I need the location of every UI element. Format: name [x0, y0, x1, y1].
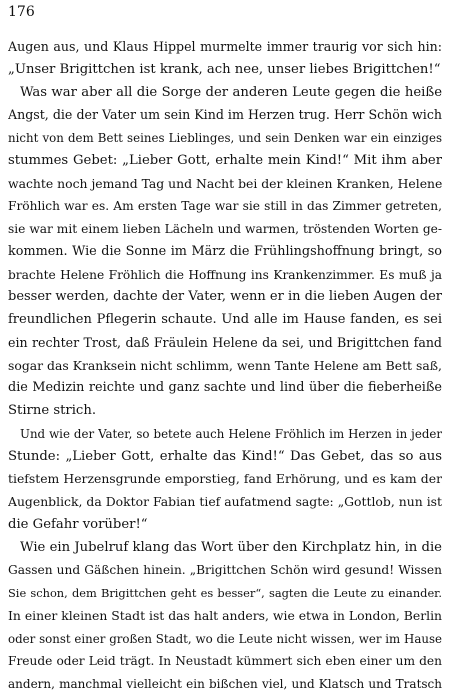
page-number: 176: [8, 4, 35, 20]
text-line: Was war aber all die Sorge der anderen Leute gegen die heiße: [20, 84, 442, 100]
text-line: Stunde: „Lieber Gott, erhalte das Kind!“ Das Gebet, das so aus: [8, 448, 442, 464]
text-line: die Medizin reichte und ganz sachte und lind über die fieberheiße: [8, 380, 442, 396]
text-line: Sie schon, dem Brigittchen geht es besser“, sagten die Leute zu einander.: [8, 586, 442, 600]
text-line: besser werden, dachte der Vater, wenn er in die lieben Augen der: [8, 289, 442, 305]
text-line: brachte Helene Fröhlich die Hoffnung ins Krankenzimmer. Es muß ja: [8, 267, 442, 282]
text-line: Gassen und Gäßchen hinein. „Brigittchen Schön wird gesund! Wissen: [8, 563, 442, 578]
text-line: freundlichen Pflegerin schaute. Und alle im Hause fanden, es sei: [8, 312, 442, 327]
text-line: Augen aus, und Klaus Hippel murmelte immer traurig vor sich hin:: [8, 39, 442, 54]
text-line: sie war mit einem lieben Lächeln und warmen, tröstenden Worten ge-: [8, 222, 442, 236]
text-line: „Unser Brigittchen ist krank, ach nee, unser liebes Brigittchen!“: [8, 61, 441, 77]
text-line: sogar das Kranksein nicht schlimm, wenn Tante Helene am Bett saß,: [8, 357, 442, 373]
text-line: Freude oder Leid trägt. In Neustadt kümmert sich eben einer um den: [8, 654, 442, 669]
text-line: andern, manchmal vielleicht ein bißchen viel, und Klatsch und Tratsch: [8, 677, 442, 691]
text-line: ein rechter Trost, daß Fräulein Helene da sei, und Brigittchen fand: [8, 334, 442, 350]
text-line: Stirne strich.: [8, 403, 97, 418]
text-line: Augenblick, da Doktor Fabian tief aufatmend sagte: „Gottlob, nun ist: [8, 494, 442, 509]
text-line: nicht von dem Bett seines Lieblinges, und sein Denken war ein einziges: [8, 131, 442, 145]
text-line: oder sonst einer großen Stadt, wo die Leute nicht wissen, wer im Hause: [8, 631, 442, 646]
text-line: Fröhlich war es. Am ersten Tage war sie still in das Zimmer getreten,: [8, 199, 442, 214]
text-line: Angst, die der Vater um sein Kind im Herzen trug. Herr Schön wich: [8, 107, 442, 123]
text-line: Wie ein Jubelruf klang das Wort über den Kirchplatz hin, in die: [20, 539, 442, 555]
text-line: tiefstem Herzensgrunde emporstieg, fand Erhörung, und es kam der: [8, 471, 442, 487]
text-line: kommen. Wie die Sonne im März die Frühlingshoffnung bringt, so: [8, 243, 442, 259]
text-line: stummes Gebet: „Lieber Gott, erhalte mein Kind!“ Mit ihm aber: [8, 152, 442, 168]
body-text: [8, 36, 442, 696]
text-line: Und wie der Vater, so betete auch Helene Fröhlich im Herzen in jeder: [20, 426, 442, 441]
text-line: die Gefahr vorüber!“: [8, 516, 148, 532]
text-line: wachte noch jemand Tag und Nacht bei der kleinen Kranken, Helene: [8, 175, 442, 191]
text-line: In einer kleinen Stadt ist das halt anders, wie etwa in London, Berlin: [8, 607, 442, 623]
